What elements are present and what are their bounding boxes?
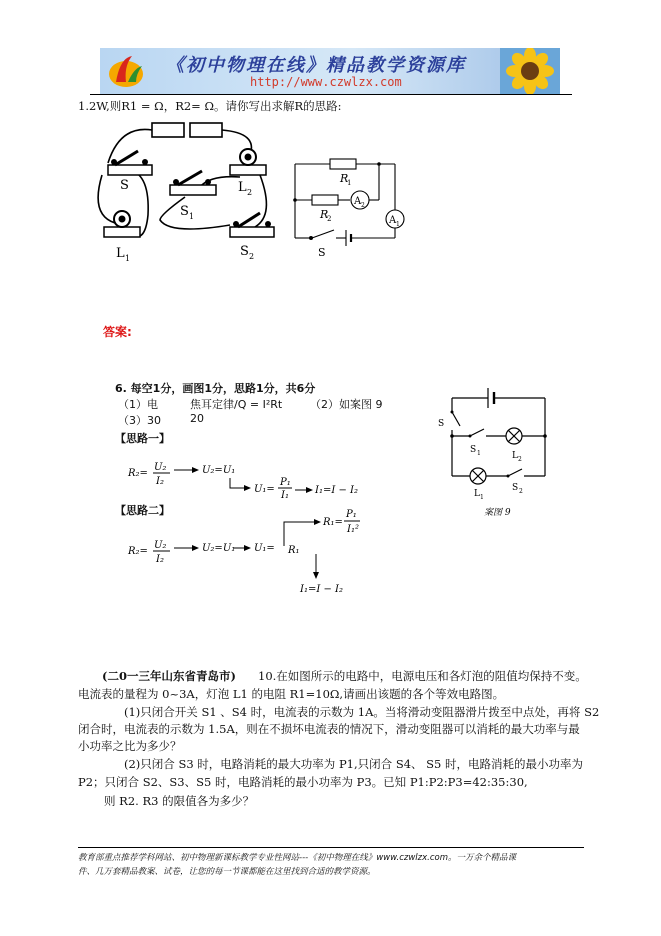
label-r1: R (340, 172, 349, 185)
answer-row1-c: （2）如案图 9 (310, 398, 383, 411)
page-footer (78, 851, 588, 879)
svg-text:U₂: U₂ (154, 462, 167, 473)
problem-line5: 小功率之比为多少？ (78, 739, 182, 753)
problem-line4: 闭合时，电流表的示数为 1.5A，则在不损坏电流表的情况下，滑动变阻器可以消耗的最大功率与最 (78, 722, 580, 736)
svg-text:U₂=U₁: U₂=U₁ (202, 465, 236, 476)
label-r2: R (320, 208, 329, 221)
label-a1: A (389, 215, 397, 226)
footer-rule (78, 847, 584, 848)
svg-text:L: L (512, 451, 518, 461)
answer-figure-9 (432, 378, 552, 528)
answer-row2-b: 20 (190, 412, 204, 425)
header-rule (90, 94, 572, 95)
answer-row2-a: （3）30 (118, 414, 161, 427)
svg-text:R₂=: R₂= (128, 468, 148, 479)
footer-line2: 件、几万套精品教案、试卷，让您的每一节课都能在这里找到合适的教学资源。 (78, 867, 376, 877)
banner-url[interactable]: http://www.czwlzx.com (250, 75, 402, 89)
svg-text:I₁²: I₁² (347, 524, 359, 535)
circuit-photo-figure (90, 115, 285, 265)
svg-text:1: 1 (480, 494, 484, 501)
label-a2: A (354, 196, 362, 207)
footer-line1: 教育部重点推荐学科网站、初中物理新课标教学专业性网站---《初中物理在线》www.czwlzx.com。一万余个精品课 (78, 853, 517, 863)
answer-row1-b: 焦耳定律/Q = I²Rt (190, 398, 283, 411)
label-l1: L (116, 246, 125, 261)
svg-text:I₁=I − I₂: I₁=I − I₂ (300, 584, 343, 595)
problem-line2: 电流表的量程为 0~3A，灯泡 L1 的电阻 R1=10Ω,请画出该题的各个等效电路图。 (78, 687, 505, 701)
solution-flow-diagram (120, 450, 380, 600)
switch-s2-drawing (230, 213, 274, 237)
idea1-heading: 【思路一】 (115, 432, 170, 445)
svg-text:2: 2 (518, 456, 522, 463)
svg-text:1: 1 (125, 254, 131, 263)
svg-text:R₂=: R₂= (128, 546, 148, 557)
answer-heading: 6. 每空1分，画图1分，思路1分，共6分 (115, 382, 316, 395)
label-s2: S (240, 244, 249, 259)
switch-s-drawing (108, 151, 152, 175)
figure-9-caption: 案图 9 (484, 508, 511, 518)
problem-line3: (1)只闭合开关 S1 、S4 时，电流表的示数为 1A。当将滑动变阻器滑片拨至中点处，再将 S2 (124, 705, 600, 719)
problem-source: (二0一三年山东省青岛市) (102, 669, 236, 683)
problem-line6: (2)只闭合 S3 时，电路消耗的最大功率为 P1,只闭合 S4、 S5 时，电路消耗的最小功率为 (124, 757, 584, 771)
svg-text:U₁=: U₁= (254, 543, 275, 554)
svg-text:S: S (470, 445, 477, 455)
problem-line1: 10.在如图所示的电路中，电源电压和各灯泡的阻值均保持不变。 (258, 669, 587, 683)
idea2-heading: 【思路二】 (115, 504, 170, 517)
svg-text:I₂: I₂ (156, 476, 164, 487)
svg-text:P₁: P₁ (280, 477, 291, 488)
svg-text:I₁=I − I₂: I₁=I − I₂ (315, 485, 358, 496)
svg-text:2: 2 (361, 202, 365, 209)
svg-text:U₂=U₁: U₂=U₁ (202, 543, 236, 554)
svg-text:R₁: R₁ (288, 545, 300, 556)
site-banner (100, 48, 560, 94)
lamp-l2-drawing (230, 149, 266, 175)
svg-text:1: 1 (189, 212, 195, 221)
circuit-schematic-figure (290, 150, 410, 260)
label-s1: S (180, 204, 189, 219)
svg-text:2: 2 (249, 252, 255, 261)
svg-text:S: S (512, 483, 519, 493)
svg-text:S: S (438, 419, 445, 429)
svg-text:I₂: I₂ (156, 554, 164, 565)
label-s: S (120, 178, 129, 193)
svg-text:2: 2 (519, 488, 523, 495)
svg-text:U₁=: U₁= (254, 484, 275, 495)
problem-line8: 则 R2. R3 的限值各为多少？ (104, 794, 255, 808)
svg-text:P₁: P₁ (346, 509, 357, 520)
sunflower-icon (500, 48, 560, 94)
question-text: 1.2W,则R1 = Ω，R2= Ω。请你写出求解R的思路: (78, 99, 342, 113)
lamp-l1-drawing (104, 211, 140, 237)
answer-label: 答案: (103, 325, 132, 339)
svg-text:L: L (474, 489, 480, 499)
svg-text:1: 1 (477, 450, 481, 457)
svg-text:I₁: I₁ (281, 490, 289, 501)
answer-row1-a: （1）电 (118, 398, 158, 411)
svg-text:1: 1 (396, 221, 400, 228)
banner-title: 《初中物理在线》精品教学资源库 (166, 55, 466, 76)
switch-s1-drawing (170, 171, 216, 195)
svg-text:1: 1 (347, 179, 352, 187)
svg-text:U₂: U₂ (154, 540, 167, 551)
label-switch-s: S (318, 246, 326, 259)
problem-line7: P2；只闭合 S2、S3、S5 时，电路消耗的最小功率为 P3。已知 P1:P2:P3=42:35:30, (78, 775, 528, 789)
svg-text:2: 2 (247, 188, 253, 197)
svg-text:R₁=: R₁= (323, 517, 343, 528)
svg-text:2: 2 (327, 215, 332, 223)
label-l2: L (238, 180, 247, 195)
site-logo-icon (106, 52, 146, 90)
